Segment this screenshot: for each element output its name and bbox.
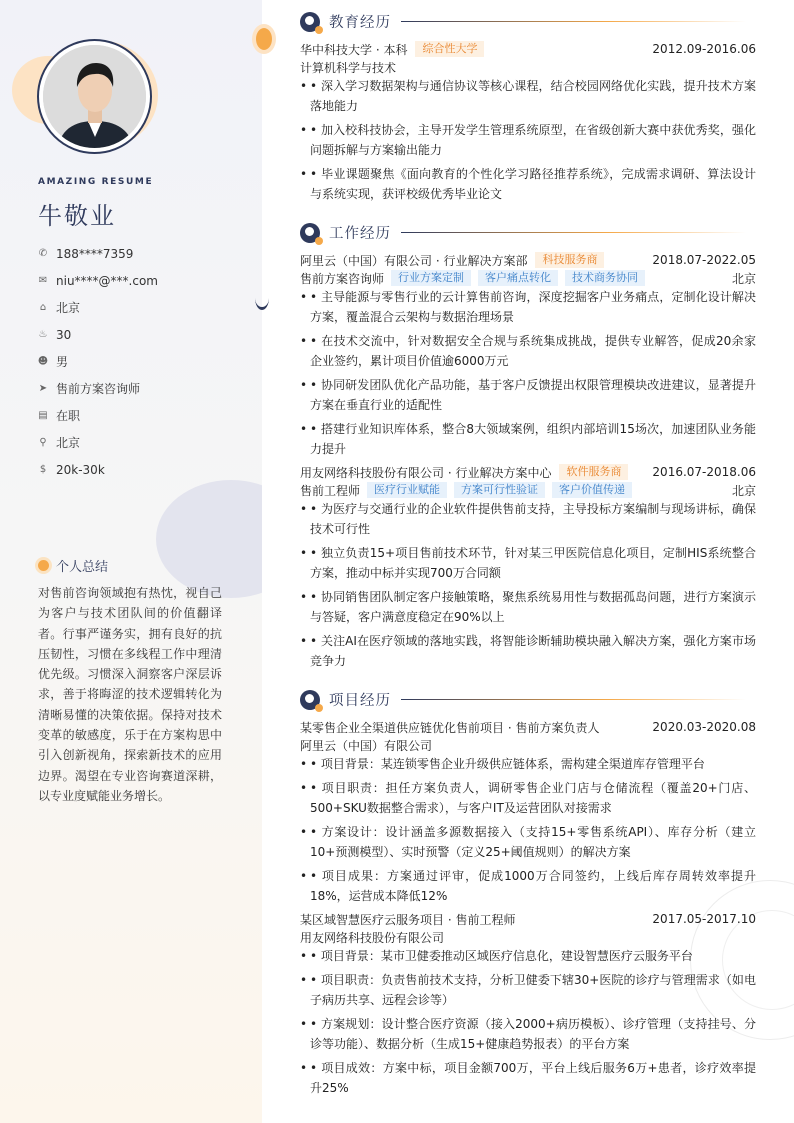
section-divider <box>401 232 746 233</box>
list-item: • • 主导能源与零售行业的云计算售前咨询，深度挖掘客户业务痛点，定制化设计解决方案，覆盖混合云架构与数据治理场景 <box>300 287 756 327</box>
major-row <box>300 58 756 76</box>
section-icon <box>300 223 320 243</box>
company-tag: 科技服务商 <box>535 252 604 268</box>
info-value: 在职 <box>56 409 81 423</box>
list-item: • • 项目背景：某市卫健委推动区域医疗信息化，建设智慧医疗云服务平台 <box>300 946 756 966</box>
info-gender <box>38 348 158 375</box>
info-salary <box>38 456 158 483</box>
briefcase-icon: ▤ <box>38 410 48 421</box>
project-entry <box>300 718 756 910</box>
project-bullets <box>300 754 756 906</box>
list-item: • • 协同研发团队优化产品功能，基于客户反馈提出权限管理模块改进建议，显著提升方案在垂直行业的适配性 <box>300 375 756 415</box>
info-value: 男 <box>56 355 69 369</box>
summary-title: 个人总结 <box>56 560 109 575</box>
company-name: 阿里云（中国）有限公司 · 行业解决方案部 <box>300 253 528 268</box>
project-name: 某零售企业全渠道供应链优化售前项目 · 售前方案负责人 <box>300 720 600 735</box>
project-section-heading <box>300 689 746 710</box>
avatar-photo <box>43 45 146 148</box>
info-value: 188****7359 <box>56 246 134 261</box>
job-date: 2016.07-2018.06 <box>652 465 756 479</box>
project-org: 阿里云（中国）有限公司 <box>300 738 433 753</box>
skill-tag: 客户痛点转化 <box>478 270 558 286</box>
section-title: 教育经历 <box>329 15 391 31</box>
info-email <box>38 267 158 294</box>
skill-tag: 方案可行性验证 <box>454 482 545 498</box>
role-row <box>300 269 756 287</box>
list-item: • • 加入校科技协会，主导开发学生管理系统原型，在省级创新大赛中获优秀奖，强化问题拆解与方案输出能力 <box>300 120 756 160</box>
job-header-row <box>300 251 756 269</box>
mail-icon: ✉ <box>38 275 48 286</box>
major: 计算机科学与技术 <box>300 60 397 75</box>
work-entry <box>300 463 756 675</box>
project-name: 某区域智慧医疗云服务项目 · 售前工程师 <box>300 912 516 927</box>
location-icon: ⚲ <box>39 437 47 448</box>
list-item: • • 协同销售团队制定客户接触策略，聚焦系统易用性与数据孤岛问题，进行方案演示与答疑，客户满意度稳定在90%以上 <box>300 587 756 627</box>
list-item: • • 独立负责15+项目售前技术环节，针对某三甲医院信息化项目，定制HIS系统整合方案，推动中标并实现700万合同额 <box>300 543 756 583</box>
info-status <box>38 402 158 429</box>
section-title: 项目经历 <box>329 693 391 709</box>
education-section-heading <box>300 11 746 32</box>
resume-subtitle: AMAZING RESUME <box>38 177 154 187</box>
info-value: niu****@***.com <box>56 273 158 288</box>
project-date: 2020.03-2020.08 <box>652 720 756 734</box>
info-position <box>38 375 158 402</box>
education-entry <box>300 40 756 208</box>
list-item: • • 为医疗与交通行业的企业软件提供售前支持，主导投标方案编制与现场讲标，确保技术可行性 <box>300 499 756 539</box>
company-tag: 软件服务商 <box>559 464 628 480</box>
info-value: 30 <box>56 327 72 342</box>
info-home <box>38 294 158 321</box>
list-item: • • 关注AI在医疗领域的落地实践，将智能诊断辅助模块融入解决方案，强化方案市场竞争力 <box>300 631 756 671</box>
work-entry <box>300 251 756 463</box>
avatar <box>37 39 152 154</box>
list-item: • • 毕业课题聚焦《面向教育的个性化学习路径推荐系统》，完成需求调研、算法设计与系统实现，获评校级优秀毕业论文 <box>300 164 756 204</box>
role-row <box>300 481 756 499</box>
project-bullets <box>300 946 756 1098</box>
job-bullets <box>300 287 756 459</box>
summary-text: 对售前咨询领域抱有热忱，视自己为客户与技术团队间的价值翻译者。行事严谨务实，拥有良好的抗压韧性，习惯在多线程工作中理清优先级。习惯深入洞察客户深层诉求，善于将晦涩的技术逻辑转化为清晰易懂的决策依据。保持对技术变革的敏感度，乐于在方案构思中引入创新视角，探索新技术的应用边界。渴望在专业咨询赛道深耕，以专业度赋能业务增长。 <box>38 586 222 803</box>
skill-tag: 客户价值传递 <box>552 482 632 498</box>
info-phone <box>38 240 158 267</box>
list-item: • • 方案设计：设计涵盖多源数据接入（支持15+零售系统API）、库存分析（建立10+预测模型）、实时预警（定义25+阈值规则）的解决方案 <box>300 822 756 862</box>
send-icon: ➤ <box>38 383 48 394</box>
gender-icon: ☻ <box>37 356 49 367</box>
education-bullets <box>300 76 756 204</box>
list-item: • • 项目职责：担任方案负责人，调研零售企业门店与仓储流程（覆盖20+门店、500+SKU数据整合需求），与客户IT及运营团队对接需求 <box>300 778 756 818</box>
person-photo-icon <box>43 45 146 148</box>
list-item: • • 在技术交流中，针对数据安全合规与系统集成挑战，提供专业解答，促成20余家企业签约，累计项目价值逾6000万元 <box>300 331 756 371</box>
info-value: 20k-30k <box>56 462 105 477</box>
money-icon: $ <box>39 464 47 475</box>
info-location <box>38 429 158 456</box>
job-bullets <box>300 499 756 671</box>
project-date: 2017.05-2017.10 <box>652 912 756 926</box>
skill-tag: 行业方案定制 <box>391 270 471 286</box>
list-item: • • 方案规划：设计整合医疗资源（接入2000+病历模板）、诊疗管理（支持挂号、分诊等功能）、数据分析（生成15+健康趋势报表）的平台方案 <box>300 1014 756 1054</box>
list-item: • • 项目成效：方案中标，项目金额700万，平台上线后服务6万+患者，诊疗效率提升25% <box>300 1058 756 1098</box>
cake-icon: ♨ <box>38 329 48 340</box>
school-tag: 综合性大学 <box>415 41 484 57</box>
list-item: • • 搭建行业知识库体系，整合8大领域案例，组织内部培训15场次，加速团队业务能力提升 <box>300 419 756 459</box>
info-value: 售前方案咨询师 <box>56 382 141 396</box>
list-item: • • 深入学习数据架构与通信协议等核心课程，结合校园网络优化实践，提升技术方案落地能力 <box>300 76 756 116</box>
work-section-heading <box>300 222 746 243</box>
job-city: 北京 <box>731 271 756 286</box>
contact-info-list <box>38 240 158 483</box>
skill-tag: 医疗行业赋能 <box>367 482 447 498</box>
project-header-row <box>300 910 756 928</box>
project-header-row <box>300 718 756 736</box>
section-divider <box>401 699 746 700</box>
job-city: 北京 <box>731 483 756 498</box>
company-name: 用友网络科技股份有限公司 · 行业解决方案中心 <box>300 465 552 480</box>
job-role: 售前工程师 <box>300 483 361 498</box>
list-item: • • 项目成果：方案通过评审，促成1000万合同签约，上线后库存周转效率提升18%，运营成本降低12% <box>300 866 756 906</box>
project-org: 用友网络科技股份有限公司 <box>300 930 445 945</box>
section-title: 工作经历 <box>329 226 391 242</box>
education-header-row <box>300 40 756 58</box>
list-item: • • 项目背景：某连锁零售企业升级供应链体系，需构建全渠道库存管理平台 <box>300 754 756 774</box>
list-item: • • 项目职责：负责售前技术支持，分析卫健委下辖30+医院的诊疗与管理需求（如电子病历共享、远程会诊等） <box>300 970 756 1010</box>
decorative-arc <box>255 286 269 310</box>
project-org-row <box>300 928 756 946</box>
section-icon <box>300 12 320 32</box>
info-value: 北京 <box>56 301 81 315</box>
home-icon: ⌂ <box>39 302 47 313</box>
job-date: 2018.07-2022.05 <box>652 253 756 267</box>
project-entry <box>300 910 756 1102</box>
decorative-blob <box>156 480 262 598</box>
info-value: 北京 <box>56 436 81 450</box>
section-divider <box>401 21 746 22</box>
summary-heading <box>38 556 108 575</box>
candidate-name: 牛敬业 <box>38 202 116 230</box>
phone-icon: ✆ <box>38 248 48 259</box>
education-date: 2012.09-2016.06 <box>652 42 756 56</box>
school-name: 华中科技大学 · 本科 <box>300 42 408 57</box>
job-role: 售前方案咨询师 <box>300 271 385 286</box>
dot-icon <box>38 560 49 571</box>
job-header-row <box>300 463 756 481</box>
skill-tag: 技术商务协同 <box>565 270 645 286</box>
project-org-row <box>300 736 756 754</box>
decorative-dot <box>256 28 272 50</box>
section-icon <box>300 690 320 710</box>
info-age <box>38 321 158 348</box>
sidebar <box>0 0 262 1123</box>
